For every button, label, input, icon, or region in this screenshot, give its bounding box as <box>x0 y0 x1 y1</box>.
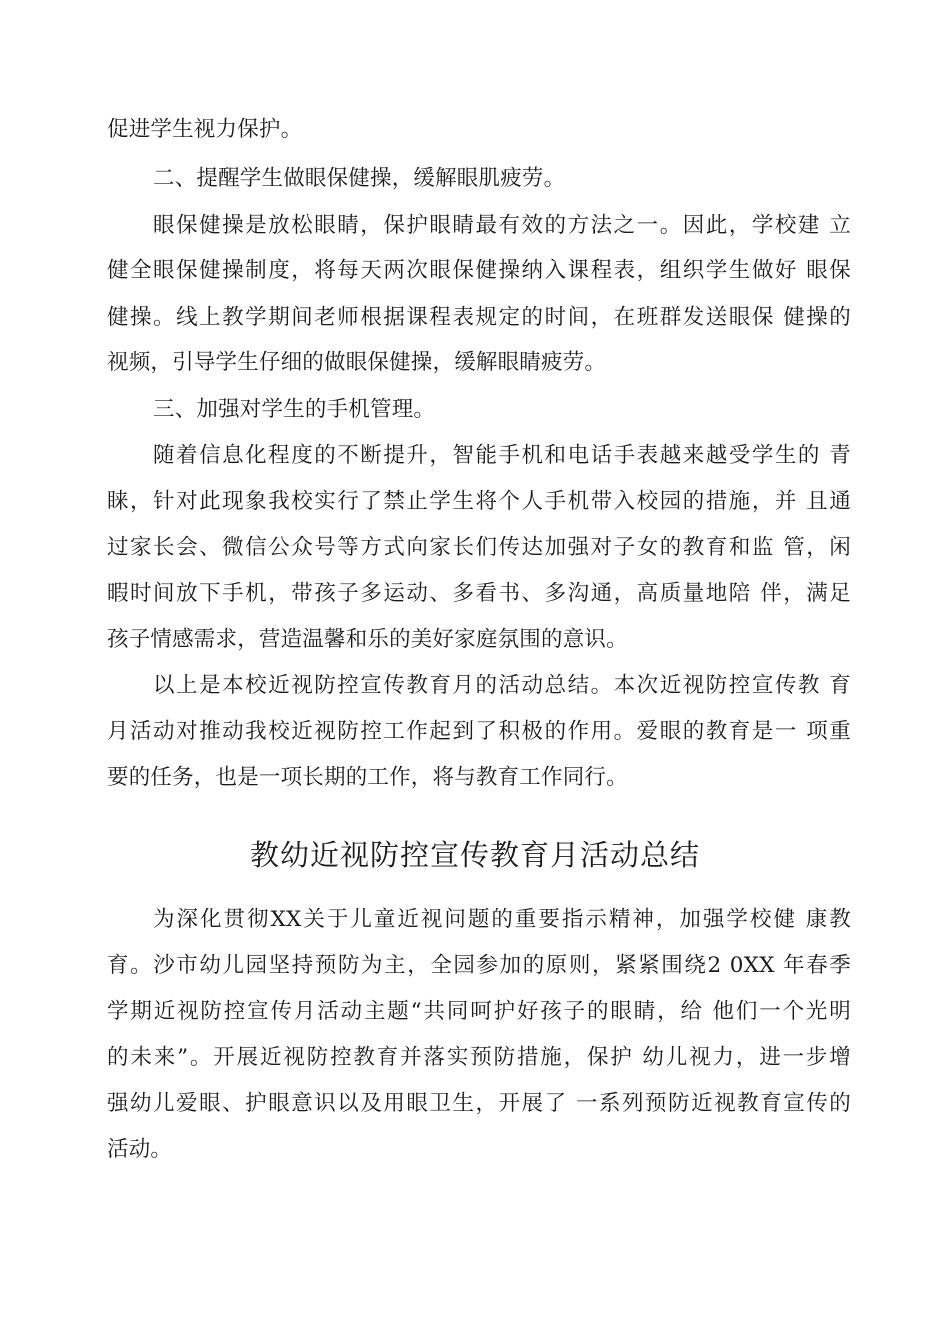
paragraph-line: 以上是本校近视防控宣传教育月的活动总结。本次近视防控宣传教 育 <box>153 673 851 698</box>
paragraph-line: 孩子情感需求，营造温馨和乐的美好家庭氛围的意识。 <box>107 627 628 652</box>
paragraph-line: 为深化贯彻XX关于儿童近视问题的重要指示精神，加强学校健 康教 <box>153 907 851 932</box>
paragraph-line: 月活动对推动我校近视防控工作起到了积极的作用。爱眼的教育是一 项重 <box>107 719 851 744</box>
paragraph-line: 过家长会、微信公众号等方式向家长们传达加强对子女的教育和监 管，闲 <box>107 535 851 560</box>
paragraph-line: 健全眼保健操制度，将每天两次眼保健操纳入课程表，组织学生做好 眼保 <box>107 258 851 283</box>
paragraph-line: 的未来”。开展近视防控教育并落实预防措施，保护 幼儿视力，进一步增 <box>107 1045 851 1070</box>
paragraph-line: 强幼儿爱眼、护眼意识以及用眼卫生，开展了 一系列预防近视教育宣传的 <box>107 1091 851 1116</box>
document-title: 教幼近视防控宣传教育月活动总结 <box>249 838 700 872</box>
paragraph-line: 健操。线上教学期间老师根据课程表规定的时间，在班群发送眼保 健操的 <box>107 305 851 330</box>
paragraph-line: 要的任务，也是一项长期的工作，将与教育工作同行。 <box>107 765 628 790</box>
paragraph-line: 随着信息化程度的不断提升，智能手机和电话手表越来越受学生的 青 <box>153 443 851 468</box>
paragraph-line: 暇时间放下手机，带孩子多运动、多看书、多沟通，高质量地陪 伴，满足 <box>107 581 851 606</box>
paragraph-line: 学期近视防控宣传月活动主题“共同呵护好孩子的眼睛，给 他们一个光明 <box>107 999 851 1024</box>
paragraph-line: 眼保健操是放松眼睛，保护眼睛最有效的方法之一。因此，学校建 立 <box>153 213 851 238</box>
paragraph-line: 活动。 <box>107 1137 173 1162</box>
paragraph-line: 促进学生视力保护。 <box>107 117 303 142</box>
paragraph-line: 视频，引导学生仔细的做眼保健操，缓解眼睛疲劳。 <box>107 350 607 375</box>
paragraph-line: 育。沙市幼儿园坚持预防为主，全园参加的原则，紧紧围绕2 0XX 年春季 <box>107 953 851 978</box>
section-heading: 二、提醒学生做眼保健操，缓解眼肌疲劳。 <box>153 166 566 191</box>
section-heading: 三、加强对学生的手机管理。 <box>153 397 436 422</box>
paragraph-line: 睐，针对此现象我校实行了禁止学生将个人手机带入校园的措施，并 且通 <box>107 489 851 514</box>
